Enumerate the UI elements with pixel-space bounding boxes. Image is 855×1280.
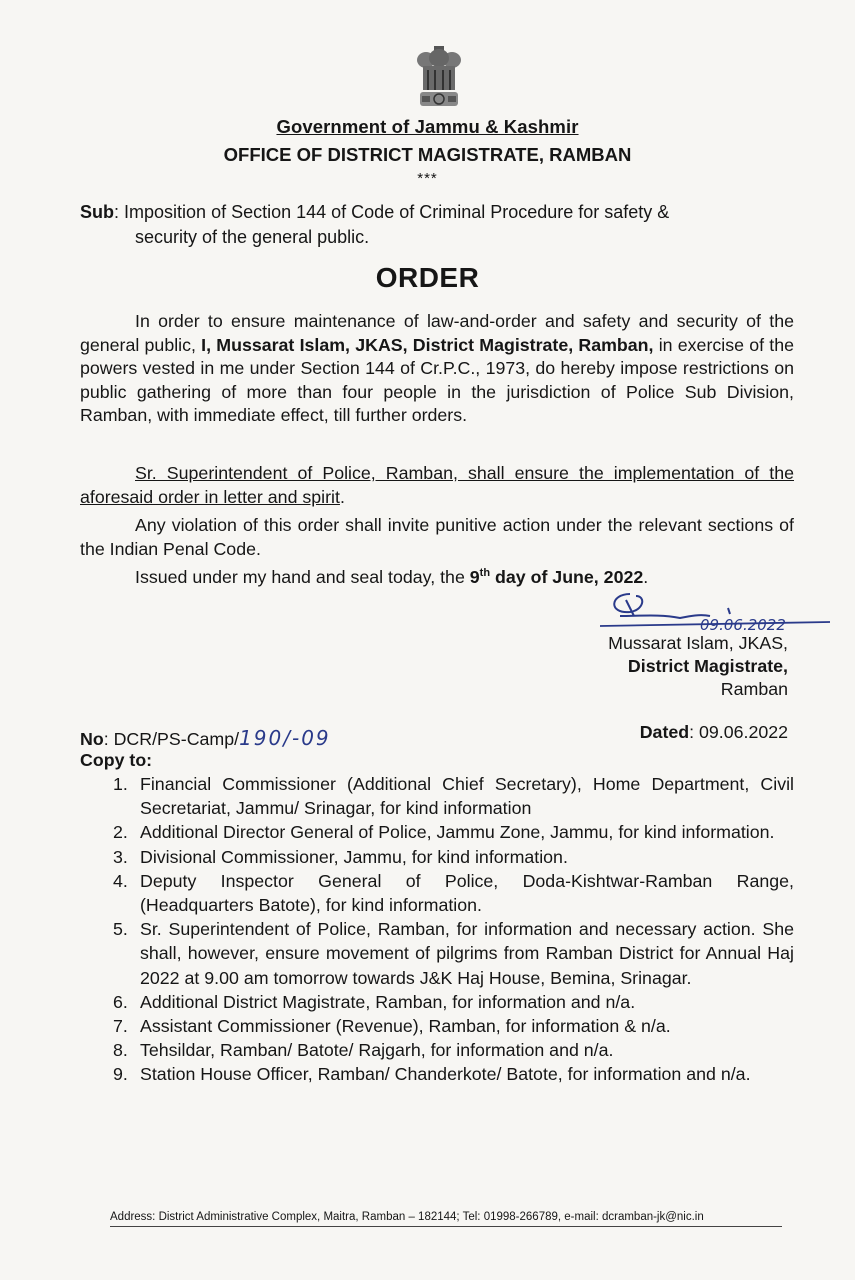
footer-address: Address: District Administrative Complex, Maitra, Ramban – 182144; Tel: 01998-266789, e-mail: dcramban-jk@nic.in	[110, 1211, 782, 1227]
subject-label: Sub	[80, 202, 114, 222]
list-item	[113, 869, 794, 917]
national-emblem-icon	[414, 40, 464, 112]
list-item	[113, 820, 794, 844]
paragraph-order-text	[80, 310, 794, 428]
office-title: OFFICE OF DISTRICT MAGISTRATE, RAMBAN	[223, 144, 632, 165]
ref-no-handwritten: 190/-09	[239, 726, 331, 750]
item-text: Sr. Superintendent of Police, Ramban, for information and necessary action. She shall, however, ensure movement of pilgrims from Ramban District for Annual Haj 2022 at 9.00 am tomorrow towards J&K Haj House, Bemina, Srinagar.	[140, 919, 794, 988]
signatory-name: Mussarat Islam, JKAS,	[608, 633, 788, 653]
item-text: Deputy Inspector General of Police, Doda-Kishtwar-Ramban Range, (Headquarters Batote), for kind information.	[140, 870, 794, 916]
signature-scribble	[600, 586, 840, 638]
item-text: Station House Officer, Ramban/ Chanderkote/ Batote, for information and n/a.	[140, 1064, 751, 1085]
issued-day-suffix: th	[479, 567, 491, 580]
item-text: Tehsildar, Ramban/ Batote/ Rajgarh, for information and n/a.	[140, 1040, 614, 1061]
item-number: 9.	[113, 1064, 128, 1085]
list-item	[113, 1038, 794, 1062]
signature-date: 09.06.2022	[700, 616, 786, 634]
item-number: 6.	[113, 991, 128, 1012]
item-number: 1.	[113, 774, 128, 794]
item-number: 8.	[113, 1040, 128, 1061]
dated	[640, 722, 788, 743]
item-number: 5.	[113, 919, 128, 940]
item-text: Financial Commissioner (Additional Chief Secretary), Home Department, Civil Secretariat, Jammu/ Srinagar, for kind information	[140, 774, 794, 819]
reference-number	[80, 726, 331, 750]
item-text: Additional Director General of Police, Jammu Zone, Jammu, for kind information.	[140, 822, 775, 843]
government-title: Government of Jammu & Kashmir	[276, 116, 579, 137]
list-item	[113, 1014, 794, 1038]
item-number: 2.	[113, 822, 128, 843]
list-item	[113, 772, 794, 820]
item-number: 7.	[113, 1016, 128, 1037]
order-heading: ORDER	[375, 262, 480, 293]
item-text: Assistant Commissioner (Revenue), Ramban, for information & n/a.	[140, 1016, 671, 1037]
copy-to-list	[113, 772, 794, 1087]
ref-no-label: No	[80, 729, 104, 749]
subject-colon: :	[114, 202, 120, 222]
p2-end: .	[339, 486, 345, 507]
item-text: Divisional Commissioner, Jammu, for kind information.	[140, 846, 568, 867]
p1-text-b: in exercise of the powers vested in me under Section 144 of Cr.P.C., 1973, do hereby impose restrictions on public gathering of more than four people in the jurisdiction of Police Sub Division, Ramban, with immediate effect, till further orders.	[80, 334, 794, 426]
signatory-title: District Magistrate,	[627, 656, 788, 676]
issued-month-year: day of June, 2022	[490, 567, 644, 587]
item-number: 3.	[113, 846, 128, 867]
issued-text: Issued under my hand and seal today, the	[135, 567, 470, 587]
separator: ***	[417, 170, 438, 187]
copy-to-label: Copy to:	[80, 750, 153, 770]
item-number: 4.	[113, 870, 128, 891]
list-item	[113, 990, 794, 1014]
paragraph-implementation	[80, 462, 794, 509]
paragraph-violation: Any violation of this order shall invite punitive action under the relevant sections of the Indian Penal Code.	[80, 515, 794, 559]
item-text: Additional District Magistrate, Ramban, for information and n/a.	[140, 991, 636, 1012]
issued-day: 9	[469, 567, 480, 587]
subject-text-line2: security of the general public.	[135, 227, 370, 247]
issued-end: .	[643, 567, 649, 587]
signature-block	[560, 632, 788, 701]
list-item	[113, 1062, 794, 1086]
dated-label: Dated	[639, 722, 690, 742]
subject-text-line1: Imposition of Section 144 of Code of Criminal Procedure for safety &	[124, 202, 670, 222]
signatory-place: Ramban	[720, 679, 788, 699]
list-item	[113, 845, 794, 869]
dated-value: : 09.06.2022	[689, 722, 788, 742]
p1-text-a: In order to ensure maintenance of law-and-order and safety and security of the general public,	[80, 311, 794, 355]
magistrate-name: I, Mussarat Islam, JKAS, District Magistrate, Ramban,	[201, 334, 654, 355]
implementation-text: Sr. Superintendent of Police, Ramban, shall ensure the implementation of the aforesaid order in letter and spirit	[80, 463, 794, 507]
subject	[80, 200, 800, 250]
list-item	[113, 917, 794, 990]
ref-no-prefix: : DCR/PS-Camp/	[103, 729, 240, 749]
